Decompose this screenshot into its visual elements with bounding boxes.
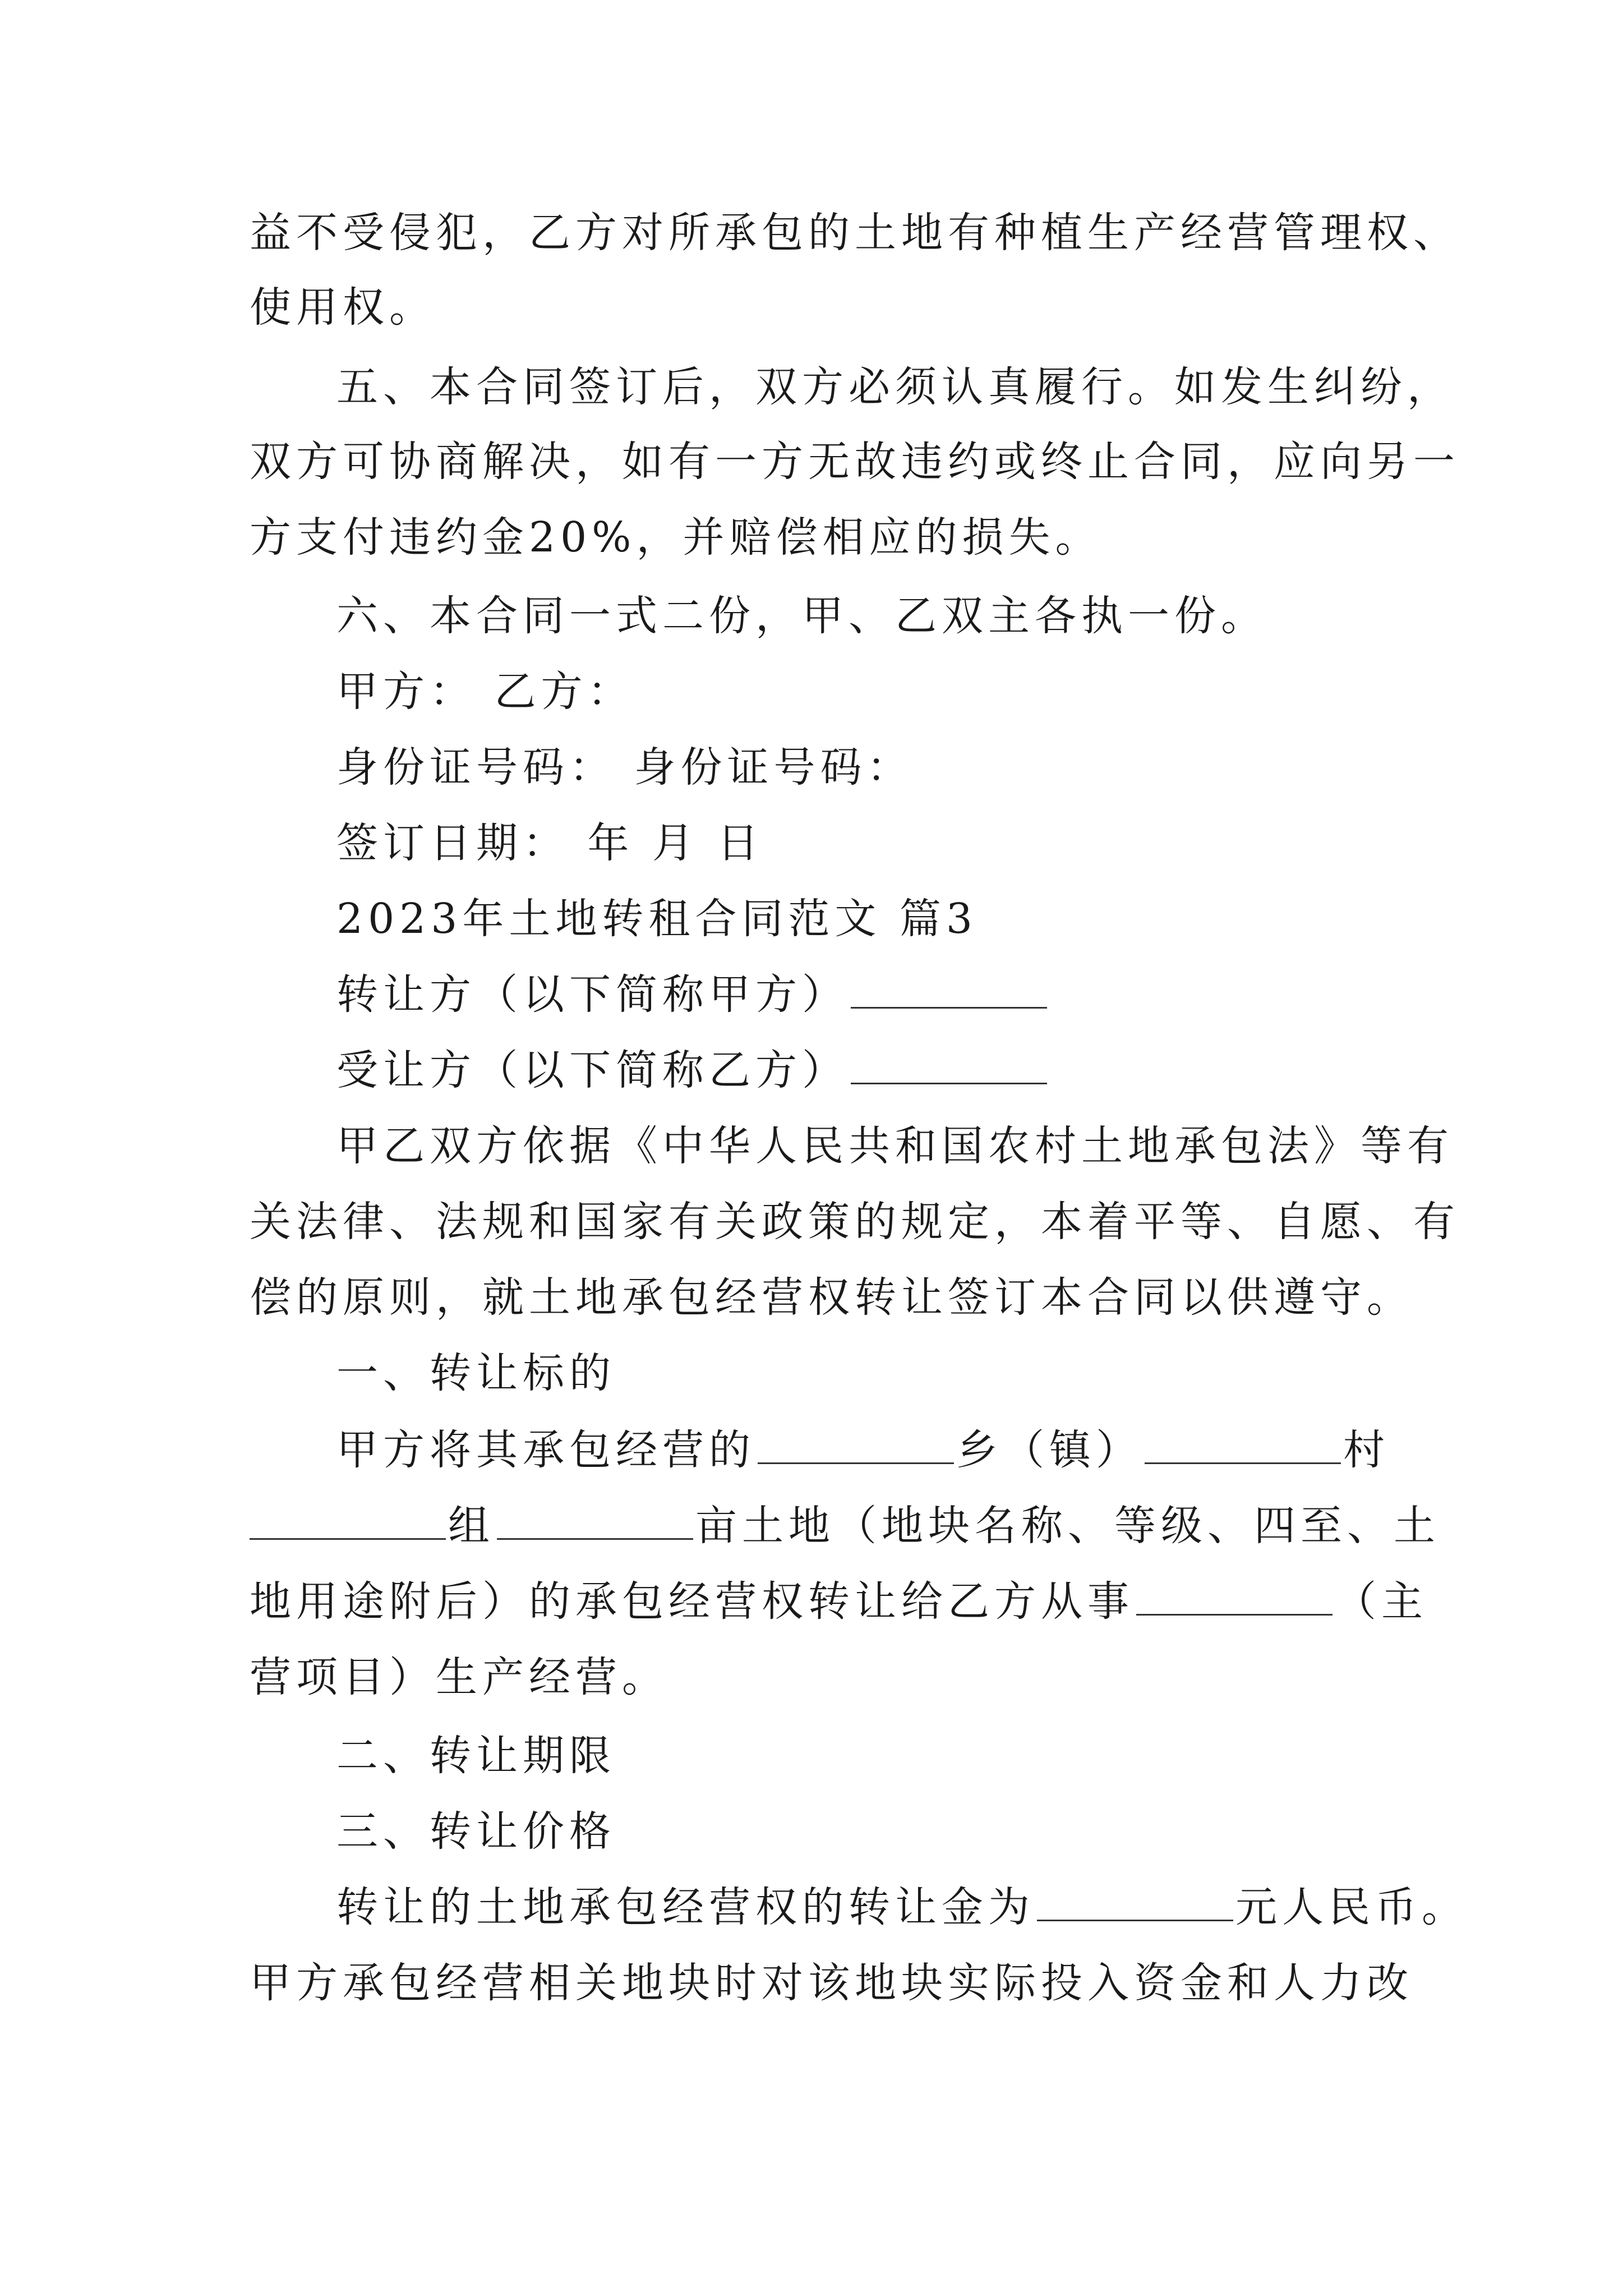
party-signatures: 甲方： 乙方： <box>336 668 634 716</box>
transferor-line <box>336 967 1049 1023</box>
group-blank <box>250 1503 446 1540</box>
paragraph-line: 营项目）生产经营。 <box>250 1653 668 1701</box>
preamble-line: 甲乙双方依据《中华人民共和国农村土地承包法》等有 <box>336 1122 1454 1170</box>
project-blank <box>1136 1579 1332 1616</box>
heading-subject: 一、转让标的 <box>336 1349 616 1397</box>
village-blank <box>1145 1428 1341 1464</box>
subject-line-1: 甲方将其承包经营的 乡（镇） 村 <box>336 1426 1390 1474</box>
paragraph-line: 方支付违约金20%，并赔偿相应的损失。 <box>250 513 1102 562</box>
clause-five: 五、本合同签订后，双方必须认真履行。如发生纠纷， <box>336 363 1454 411</box>
paragraph-line: 偿的原则，就土地承包经营权转让签订本合同以供遵守。 <box>250 1273 1413 1322</box>
paragraph-line: 益不受侵犯，乙方对所承包的土地有种植生产经营管理权、 <box>250 209 1460 257</box>
paragraph-line: 双方可协商解决，如有一方无故违约或终止合同，应向另一 <box>250 438 1460 486</box>
transferor-label: 转让方（以下简称甲方） <box>336 970 849 1019</box>
subject-line-2: 组 亩土地（地块名称、等级、四至、土 <box>250 1498 1440 1554</box>
signing-date: 签订日期： 年 月 日 <box>336 819 764 867</box>
heading-term: 二、转让期限 <box>336 1732 616 1780</box>
price-blank <box>1037 1885 1233 1921</box>
transferee-blank <box>851 1048 1047 1084</box>
paragraph-line: 关法律、法规和国家有关政策的规定，本着平等、自愿、有 <box>250 1198 1460 1246</box>
clause-six: 六、本合同一式二份，甲、乙双主各执一份。 <box>336 592 1267 640</box>
subject-line-3: 地用途附后）的承包经营权转让给乙方从事 （主 <box>250 1577 1428 1626</box>
price-line: 转让的土地承包经营权的转让金为 元人民币。 <box>336 1883 1468 1931</box>
heading-price: 三、转让价格 <box>336 1807 616 1856</box>
township-blank <box>758 1428 954 1464</box>
paragraph-line: 甲方承包经营相关地块时对该地块实际投入资金和人力改 <box>250 1959 1413 2007</box>
transferor-blank <box>851 972 1047 1009</box>
paragraph-line: 使用权。 <box>250 283 436 332</box>
section-title: 2023年土地转租合同范文 篇3 <box>336 895 978 943</box>
transferee-label: 受让方（以下简称乙方） <box>336 1046 849 1094</box>
id-numbers: 身份证号码： 身份证号码： <box>336 743 914 792</box>
transferee-line <box>336 1042 1049 1098</box>
acreage-blank <box>497 1503 693 1540</box>
